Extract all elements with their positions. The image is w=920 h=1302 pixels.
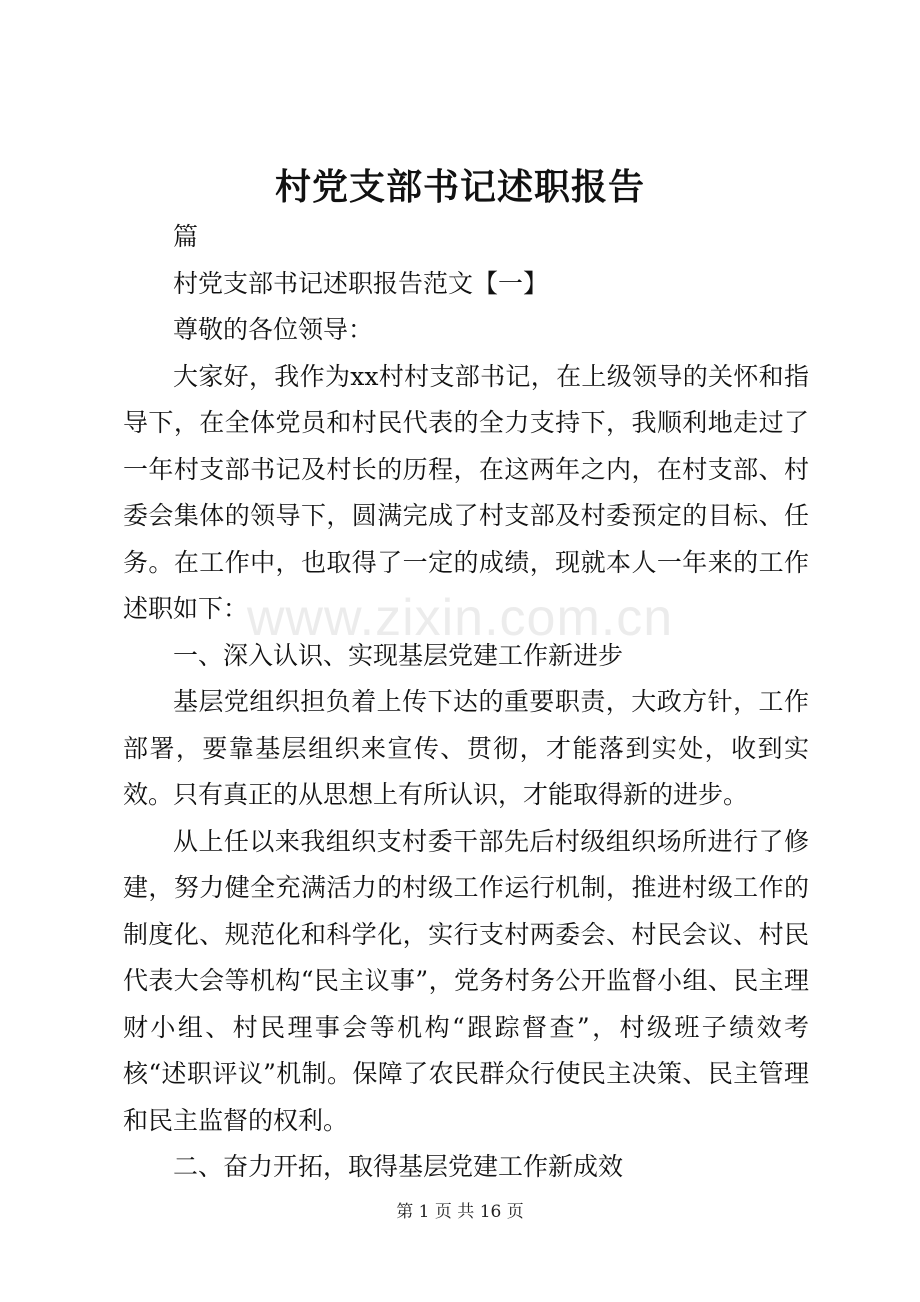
section-heading: 一、深入认识、实现基层党建工作新进步	[173, 640, 624, 670]
paragraph: 村党支部书记述职报告范文【一】	[173, 268, 549, 298]
page-footer: 第 1 页 共 16 页	[396, 1202, 524, 1222]
paragraph: 基层党组织担负着上传下达的重要职责，大政方针，工作部署，要靠基层组织来宣传、贯彻，才能落到实处，收到实效。只有真正的从思想上有所认识，才能取得新的进步。	[123, 687, 809, 809]
document-body	[123, 214, 809, 1191]
watermark: www.zixin.com.cn	[246, 589, 674, 647]
paragraph: 大家好，我作为xx村村支部书记，在上级领导的关怀和指导下，在全体党员和村民代表的全力支持下，我顺利地走过了一年村支部书记及村长的历程，在这两年之内，在村支部、村委会集体的领导下，圆满完成了村支部及村委预定的目标、任务。在工作中，也取得了一定的成绩，现就本人一年来的工作述职如下：	[123, 361, 809, 623]
section-heading: 二、奋力开拓，取得基层党建工作新成效	[173, 1152, 624, 1181]
document-title: 村党支部书记述职报告	[274, 166, 645, 208]
paragraph: 篇	[173, 222, 199, 251]
paragraph: 尊敬的各位领导：	[173, 315, 374, 344]
paragraph: 从上任以来我组织支村委干部先后村级组织场所进行了修建，努力健全充满活力的村级工作运行机制，推进村级工作的制度化、规范化和科学化，实行支村两委会、村民会议、村民代表大会等机构“民主议事”，党务村务公开监督小组、民主理财小组、村民理事会等机构“跟踪督查”，村级班子绩效考核“述职评议”机制。保障了农民群众行使民主决策、民主管理和民主监督的权利。	[123, 826, 809, 1135]
